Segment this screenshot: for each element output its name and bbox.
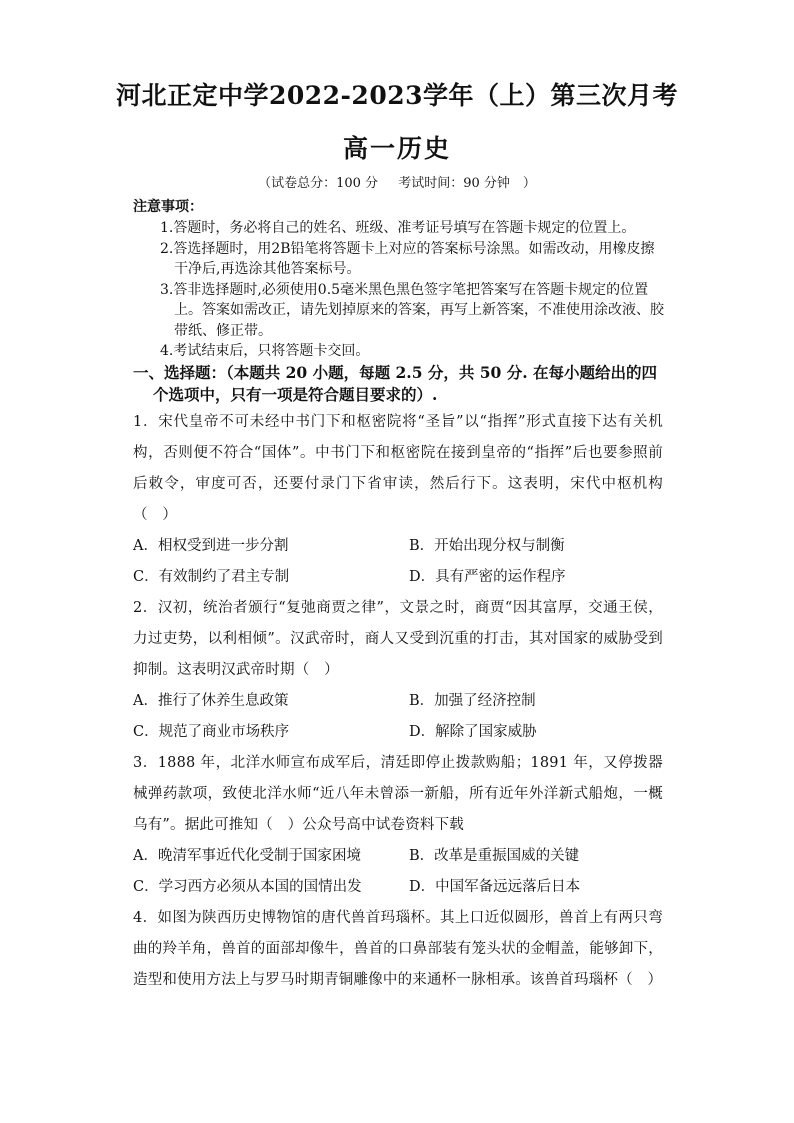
option-c: C．有效制约了君主专制 bbox=[133, 569, 290, 585]
section-heading-line1: 一、选择题：（本题共 20 小题，每题 2.5 分，共 50 分. 在每小题给出的四 bbox=[133, 363, 658, 382]
note-item: 4.考试结束后，只将答题卡交回。 bbox=[160, 343, 370, 359]
option-b: B．开始出现分权与制衡 bbox=[409, 538, 565, 554]
exam-info bbox=[0, 172, 794, 191]
question-options bbox=[133, 531, 663, 593]
question-stem: 4．如图为陕西历史博物馆的唐代兽首玛瑙杯。其上口近似圆形，兽首上有两只弯曲的羚羊角，兽首的面部却像牛，兽首的口鼻部装有笼头状的金帽盖，能够卸下，造型和使用方法上与罗马时期青铜雕像中的来通杯一脉相承。该兽首玛瑙杯（ ） bbox=[133, 910, 663, 988]
question-options bbox=[133, 686, 663, 748]
option-c: C．规范了商业市场秩序 bbox=[133, 724, 290, 740]
notes-heading: 注意事项： bbox=[133, 199, 203, 215]
question-stem: 3．1888 年，北洋水师宣布成军后，清廷即停止拨款购船；1891 年，又停拨器械弹药款项，致使北洋水师“近八年未曾添一新船，所有近年外洋新式船炮，一概乌有”。据此可推知（ ）公众号高中试卷资料下载 bbox=[133, 755, 663, 833]
question-1 bbox=[133, 407, 663, 593]
option-d: D．具有严密的运作程序 bbox=[409, 569, 566, 585]
option-a: A．晚清军事近代化受制于国家困境 bbox=[133, 848, 361, 864]
exam-subject: 高一历史 bbox=[342, 134, 451, 163]
question-stem: 1．宋代皇帝不可未经中书门下和枢密院将“圣旨”以“指挥”形式直接下达有关机构，否则便不符合“国体”。中书门下和枢密院在接到皇帝的“指挥”后也要参照前后敕令，审度可否，还要付录门下省审读，然后行下。这表明，宋代中枢机构（ ） bbox=[133, 414, 663, 523]
exam-title: 河北正定中学2022-2023学年（上）第三次月考 bbox=[115, 81, 679, 110]
exam-time: 考试时间：90 分钟 ） bbox=[398, 176, 536, 191]
option-b: B．加强了经济控制 bbox=[409, 693, 536, 709]
question-options bbox=[133, 841, 663, 903]
option-a: A．相权受到进一步分割 bbox=[133, 538, 289, 554]
total-score: （试卷总分：100 分 bbox=[258, 176, 379, 191]
section-heading bbox=[133, 362, 663, 406]
question-3 bbox=[133, 748, 663, 903]
question-2 bbox=[133, 593, 663, 748]
option-a: A．推行了休养生息政策 bbox=[133, 693, 289, 709]
question-4 bbox=[133, 903, 663, 996]
question-list bbox=[133, 407, 663, 996]
option-c: C．学习西方必须从本国的国情出发 bbox=[133, 879, 362, 895]
section-heading-line2: 个选项中，只有一项是符合题目要求的）. bbox=[153, 385, 438, 404]
question-stem: 2．汉初，统治者颁行“复弛商贾之律”，文景之时，商贾“因其富厚，交通王侯，力过吏势，以利相倾”。汉武帝时，商人又受到沉重的打击，其对国家的威胁受到抑制。这表明汉武帝时期（ ） bbox=[133, 600, 663, 678]
note-item: 3.答非选择题时,必须使用0.5毫米黑色黑色签字笔把答案写在答题卡规定的位置上。答案如需改正，请先划掉原来的答案，再写上新答案，不准使用涂改液、胶带纸、修正带。 bbox=[160, 281, 664, 339]
note-item: 2.答选择题时，用2B铅笔将答题卡上对应的答案标号涂黑。如需改动，用橡皮擦干净后,再选涂其他答案标号。 bbox=[160, 240, 655, 277]
option-d: D．解除了国家威胁 bbox=[409, 724, 537, 740]
notes-list bbox=[160, 218, 664, 362]
note-item: 1.答题时，务必将自己的姓名、班级、准考证号填写在答题卡规定的位置上。 bbox=[160, 220, 636, 236]
option-b: B．改革是重振国威的关键 bbox=[409, 848, 580, 864]
option-d: D．中国军备远远落后日本 bbox=[409, 879, 581, 895]
